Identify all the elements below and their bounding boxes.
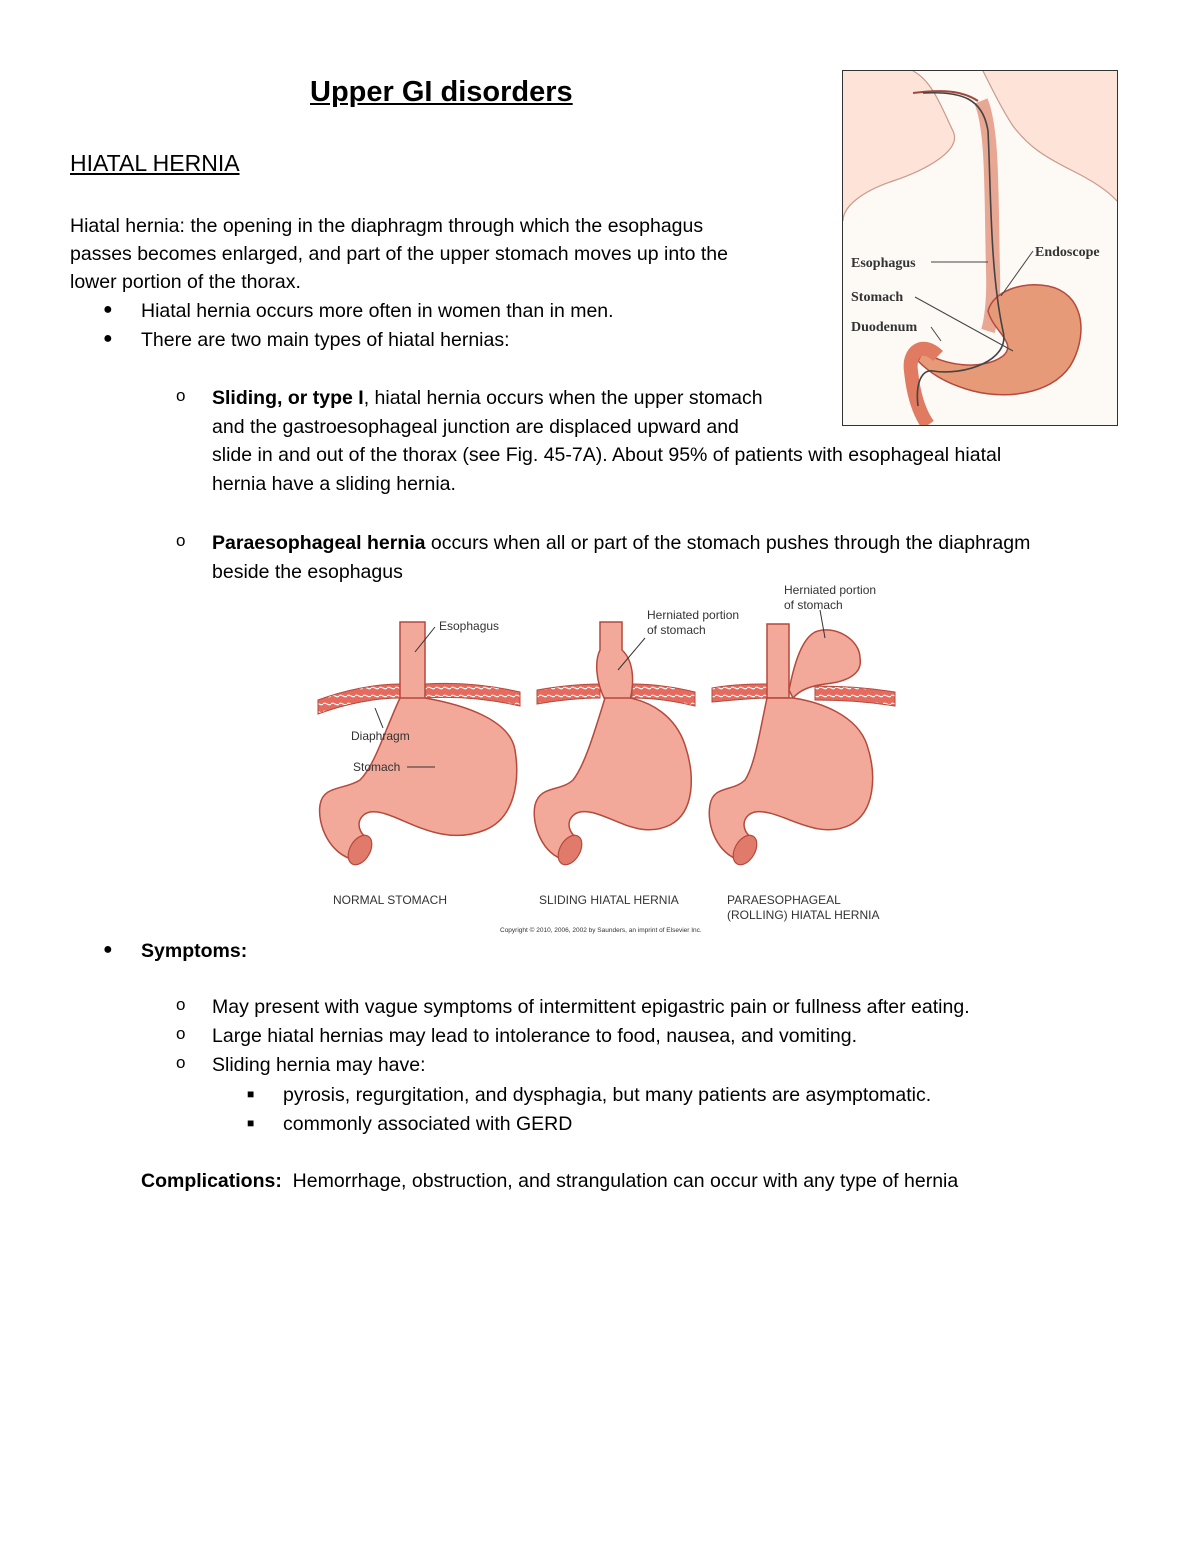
intro-line: Hiatal hernia: the opening in the diaphragm through which the esophagus — [70, 215, 704, 237]
sliding-type-line — [212, 384, 763, 412]
sliding-hernia-caption: SLIDING HIATAL HERNIA — [539, 893, 679, 907]
diaphragm-label: Diaphragm — [351, 729, 410, 743]
paraesophageal-text: occurs when all or part of the stomach pushes through the diaphragm — [425, 532, 1031, 554]
paraesophageal-caption: (ROLLING) HIATAL HERNIA — [727, 908, 880, 922]
sliding-type-line: hernia have a sliding hernia. — [212, 473, 456, 495]
endoscope-figure — [842, 70, 1118, 426]
circle-bullet-icon: o — [176, 995, 186, 1014]
stomach-label: Stomach — [353, 760, 401, 774]
sliding-type-line: and the gastroesophageal junction are displaced upward and — [212, 416, 739, 438]
intro-line: passes becomes enlarged, and part of the upper stomach moves up into the — [70, 243, 728, 265]
hernia-figure — [315, 580, 905, 936]
stomach-label: Stomach — [851, 290, 904, 305]
sliding-type-text: , hiatal hernia occurs when the upper stomach — [363, 387, 763, 409]
sliding-type-line: slide in and out of the thorax (see Fig. 45-7A). About 95% of patients with esophageal hiatal — [212, 444, 1002, 466]
complications-text: Hemorrhage, obstruction, and strangulation can occur with any type of hernia — [281, 1170, 959, 1192]
hernia-illustration — [315, 580, 905, 936]
bullet-icon: ● — [103, 941, 113, 958]
normal-stomach-caption: NORMAL STOMACH — [333, 893, 448, 907]
bullet-item: Hiatal hernia occurs more often in women than in men. — [141, 300, 614, 322]
circle-bullet-icon: o — [176, 1024, 186, 1043]
circle-bullet-icon: o — [176, 531, 186, 550]
section-heading: HIATAL HERNIA — [70, 150, 240, 176]
circle-bullet-icon: o — [176, 386, 186, 405]
paraesophageal-caption: PARAESOPHAGEAL — [727, 893, 841, 907]
intro-line: lower portion of the thorax. — [70, 271, 301, 293]
herniated-portion-label: of stomach — [784, 598, 843, 612]
symptom-item: Large hiatal hernias may lead to intolerance to food, nausea, and vomiting. — [212, 1025, 857, 1047]
symptom-sub-item: commonly associated with GERD — [283, 1113, 573, 1135]
square-bullet-icon: ■ — [247, 1116, 255, 1130]
herniated-portion-label: of stomach — [647, 623, 706, 637]
symptom-sub-item: pyrosis, regurgitation, and dysphagia, but many patients are asymptomatic. — [283, 1084, 932, 1106]
symptoms-label-text: Symptoms: — [141, 940, 248, 962]
bullet-item: There are two main types of hiatal hernias: — [141, 329, 510, 351]
circle-bullet-icon: o — [176, 1053, 186, 1072]
page-title: Upper GI disorders — [310, 76, 573, 108]
complications-line — [141, 1167, 958, 1195]
bullet-icon: ● — [103, 301, 113, 318]
complications-label: Complications: — [141, 1170, 282, 1192]
esophagus-label: Esophagus — [439, 619, 500, 633]
symptom-item: Sliding hernia may have: — [212, 1054, 426, 1076]
paraesophageal-term: Paraesophageal hernia — [212, 532, 426, 554]
symptom-item: May present with vague symptoms of intermittent epigastric pain or fullness after eating. — [212, 996, 970, 1018]
endoscope-label: Endoscope — [1035, 245, 1100, 260]
sliding-type-term: Sliding, or type I — [212, 387, 364, 409]
copyright-text: Copyright © 2010, 2006, 2002 by Saunders, an imprint of Elsevier Inc. — [500, 927, 702, 934]
endoscope-illustration — [843, 71, 1117, 425]
bullet-icon: ● — [103, 330, 113, 347]
herniated-portion-label: Herniated portion — [784, 583, 877, 597]
esophagus-label: Esophagus — [851, 256, 916, 271]
duodenum-label: Duodenum — [851, 320, 918, 335]
square-bullet-icon: ■ — [247, 1087, 255, 1101]
paraesophageal-line: beside the esophagus — [212, 561, 403, 583]
herniated-portion-label: Herniated portion — [647, 608, 740, 622]
symptoms-label — [141, 937, 247, 965]
paraesophageal-line — [212, 529, 1030, 557]
